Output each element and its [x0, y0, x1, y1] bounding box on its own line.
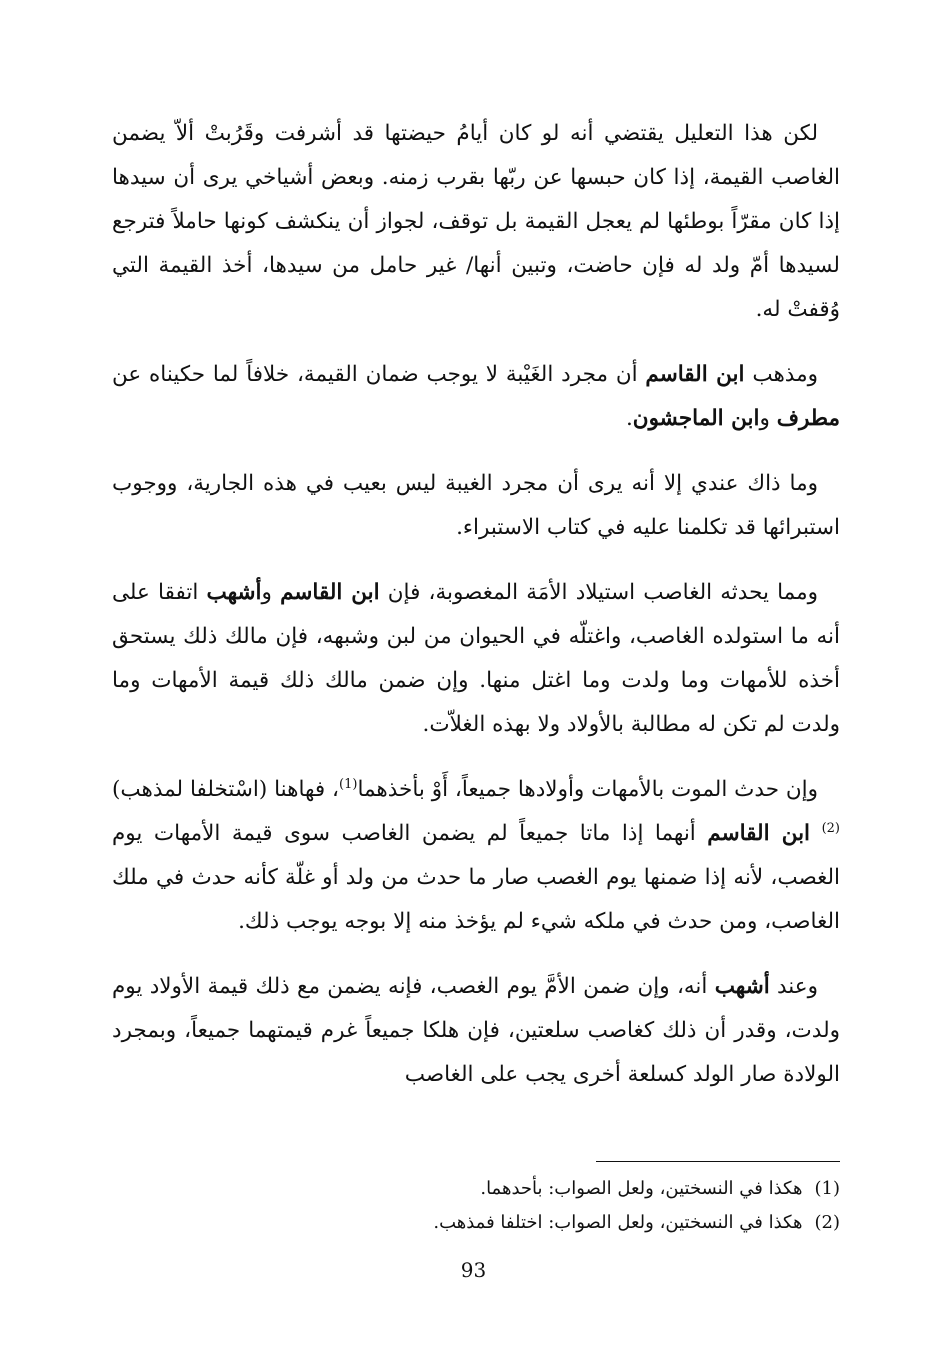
bold-name: أشهب [714, 974, 770, 999]
bold-name: ابن الماجشون [632, 406, 760, 431]
text-run: ومما يحدثه الغاصب استيلاد الأمَة المغصوبة، فإن [379, 580, 819, 605]
text-run: اتفقا على أنه ما استولده الغاصب، واغتلّه في الحيوان من لبن وشبهه، فإن مالك ذلك يستحق أخذه للأمهات وما ولدت وما اغتل منها. وإن ضمن مالك ذلك قيمة الأمهات وما ولدت لم تكن له مطالبة بالأولاد ولا بهذه الغلاّت. [112, 580, 840, 737]
text-run: وإن حدث الموت بالأمهات وأولادها جميعاً، أَوْ بأخذهما [357, 777, 818, 802]
text-run [810, 821, 822, 846]
footnotes [320, 1172, 840, 1240]
bold-name: ابن القاسم [707, 821, 811, 846]
footnote-text: هكذا في النسختين، ولعل الصواب: بأحدهما. [480, 1178, 803, 1199]
text-run: أنهما إذا ماتا جميعاً لم يضمن الغاصب سوى قيمة الأمهات يوم الغصب، لأنه إذا ضمنها يوم الغصب صار ما حدث من ولد أو غلّة كأنه حدث في ملك الغاصب، ومن حدث في ملكه شيء لم يؤخذ منه إلا بوجه يوجب ذلك. [112, 821, 840, 934]
footnote-number: (2) [814, 1212, 840, 1233]
footnote-ref: (1) [339, 776, 358, 792]
text-run: و [759, 406, 777, 431]
paragraph [112, 462, 840, 550]
footnote-text: هكذا في النسختين، ولعل الصواب: اختلفا فمذهب. [433, 1212, 803, 1233]
footnote-ref: (2) [821, 820, 840, 836]
text-run: ومذهب [744, 362, 818, 387]
footnote [320, 1206, 840, 1240]
bold-name: ابن القاسم [645, 362, 745, 387]
text-run: وعند [769, 974, 818, 999]
bold-name: ابن القاسم [280, 580, 380, 605]
footnote-number: (1) [814, 1178, 840, 1199]
paragraph [112, 112, 840, 332]
paragraph [112, 353, 840, 441]
text-run: . [625, 406, 633, 431]
page-number: 93 [460, 1258, 487, 1282]
text-run: و [261, 580, 281, 605]
paragraph [112, 571, 840, 747]
text-run: أنه، وإن ضمن الأمَّ يوم الغصب، فإنه يضمن مع ذلك قيمة الأولاد يوم ولدت، وقدر أن ذلك كغاصب سلعتين، فإن هلكا جميعاً غرم قيمتهما جميعاً، وبمجرد الولادة صار الولد كسلعة أخرى يجب على الغاصب [112, 974, 840, 1087]
main-text [112, 112, 840, 1118]
footnote-divider [596, 1161, 840, 1162]
paragraph [112, 768, 840, 944]
text-run: وما ذاك عندي إلا أنه يرى أن مجرد الغيبة ليس بعيب في هذه الجارية، ووجوب استبرائها قد تكلمنا عليه في كتاب الاستبراء. [112, 471, 840, 540]
footnote [320, 1172, 840, 1206]
bold-name: أشهب [206, 580, 262, 605]
text-run: ، فهاهنا (اسْتخلفا لمذهب) [112, 777, 339, 802]
bold-name: مطرف [776, 406, 840, 431]
paragraph [112, 965, 840, 1097]
text-run: لكن هذا التعليل يقتضي أنه لو كان أيامُ حيضتها قد أشرفت وقَرُبتْ ألاّ يضمن الغاصب القيمة، إذا كان حبسها عن ربّها بقرب زمنه. وبعض أشياخي يرى أن سيدها إذا كان مقرّاً بوطئها لم يعجل القيمة بل توقف، لجواز أن ينكشف كونها حاملاً فترجع لسيدها أمّ ولد له فإن حاضت، وتبين أنها/ غير حامل من سيدها، أخذ القيمة التي وُقفتْ له. [112, 121, 840, 322]
text-run: أن مجرد الغَيْبة لا يوجب ضمان القيمة، خلافاً لما حكيناه عن [112, 362, 646, 387]
